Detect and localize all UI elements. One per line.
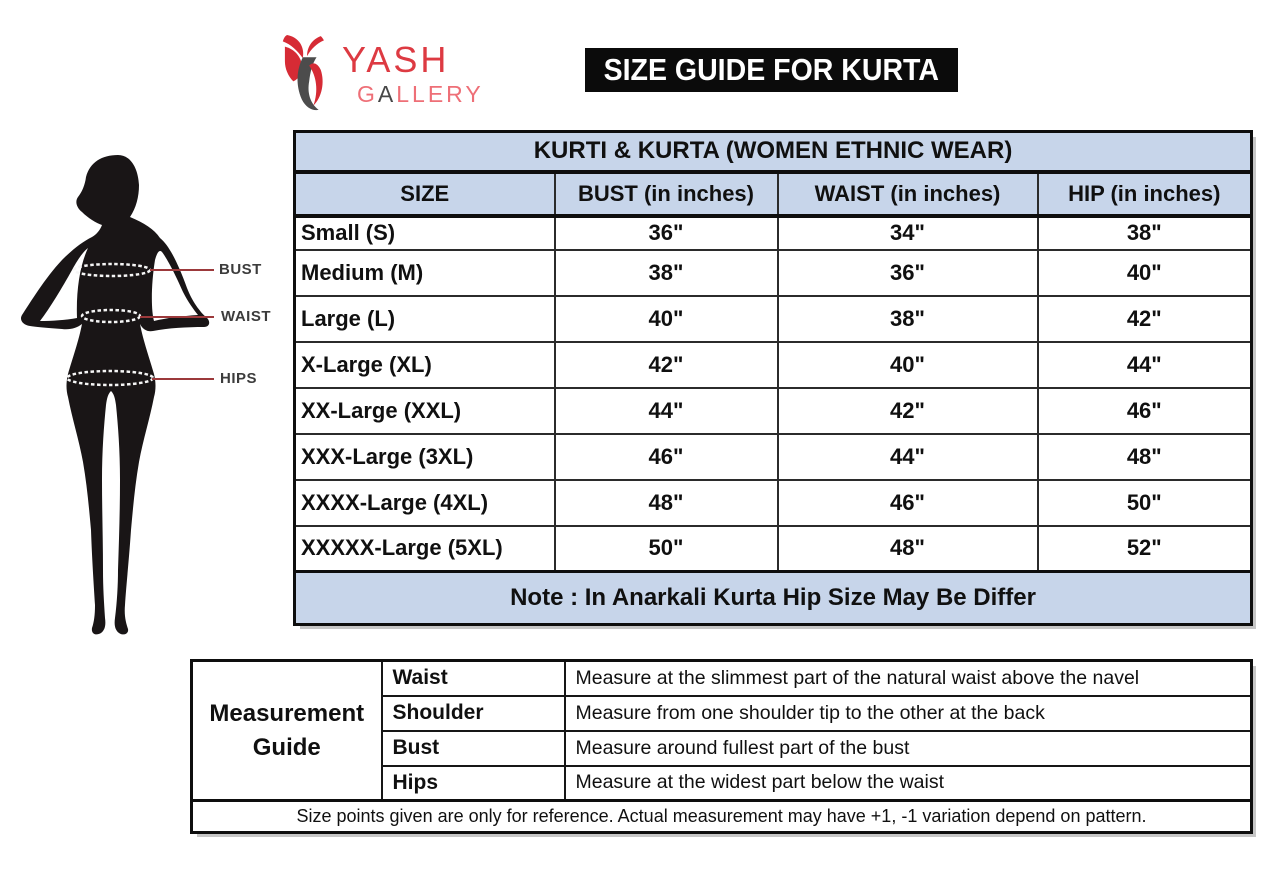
hip-cell: 42" <box>1038 296 1252 342</box>
guide-footnote: Size points given are only for reference. Actual measurement may have +1, -1 variation depend on pattern. <box>192 801 1252 833</box>
page-title: SIZE GUIDE FOR KURTA <box>603 52 940 87</box>
waist-cell: 44" <box>778 434 1038 480</box>
size-table-note-row <box>295 572 1252 625</box>
waist-pointer-line <box>140 316 214 318</box>
header-waist: WAIST (in inches) <box>778 172 1038 216</box>
guide-label: Waist <box>382 661 565 696</box>
hip-cell: 52" <box>1038 526 1252 572</box>
size-cell: XX-Large (XXL) <box>295 388 555 434</box>
bust-cell: 42" <box>555 342 778 388</box>
waist-label: WAIST <box>221 308 271 325</box>
guide-description: Measure at the slimmest part of the natural waist above the navel <box>565 661 1252 696</box>
brand-logo-icon <box>274 34 338 112</box>
size-row-small <box>295 216 1252 250</box>
brand-letter-g: G <box>357 81 378 107</box>
size-table-header-row <box>295 172 1252 216</box>
size-row-4xl <box>295 480 1252 526</box>
measurement-guide-table <box>190 659 1253 834</box>
guide-label: Bust <box>382 731 565 766</box>
size-chart-table <box>293 130 1253 626</box>
bust-cell: 44" <box>555 388 778 434</box>
size-cell: Large (L) <box>295 296 555 342</box>
waist-cell: 34" <box>778 216 1038 250</box>
bust-cell: 50" <box>555 526 778 572</box>
hips-pointer-line <box>152 378 214 380</box>
size-row-xl <box>295 342 1252 388</box>
size-table-note: Note : In Anarkali Kurta Hip Size May Be Differ <box>295 572 1252 625</box>
size-row-medium <box>295 250 1252 296</box>
size-row-3xl <box>295 434 1252 480</box>
waist-cell: 42" <box>778 388 1038 434</box>
woman-silhouette-figure <box>10 140 290 640</box>
size-row-xxl <box>295 388 1252 434</box>
hip-cell: 46" <box>1038 388 1252 434</box>
guide-description: Measure from one shoulder tip to the other at the back <box>565 696 1252 731</box>
measurement-guide-title: Measurement Guide <box>192 661 382 801</box>
bust-pointer-line <box>150 269 214 271</box>
size-table-title: KURTI & KURTA (WOMEN ETHNIC WEAR) <box>295 132 1252 172</box>
hips-label: HIPS <box>220 370 258 387</box>
waist-cell: 48" <box>778 526 1038 572</box>
size-cell: XXXXX-Large (5XL) <box>295 526 555 572</box>
brand-name-line1: YASH <box>342 39 450 80</box>
hip-cell: 40" <box>1038 250 1252 296</box>
size-table-title-row <box>295 132 1252 172</box>
size-row-5xl <box>295 526 1252 572</box>
waist-cell: 46" <box>778 480 1038 526</box>
guide-description: Measure at the widest part below the waist <box>565 766 1252 801</box>
size-cell: X-Large (XL) <box>295 342 555 388</box>
bust-cell: 48" <box>555 480 778 526</box>
brand-logo <box>274 34 484 112</box>
guide-footnote-row <box>192 801 1252 833</box>
header-bust: BUST (in inches) <box>555 172 778 216</box>
waist-cell: 38" <box>778 296 1038 342</box>
size-cell: XXX-Large (3XL) <box>295 434 555 480</box>
guide-row-waist <box>192 661 1252 696</box>
size-cell: Small (S) <box>295 216 555 250</box>
brand-name <box>342 39 484 107</box>
guide-label: Hips <box>382 766 565 801</box>
waist-cell: 36" <box>778 250 1038 296</box>
guide-description: Measure around fullest part of the bust <box>565 731 1252 766</box>
brand-name-line2 <box>357 83 484 106</box>
brand-letter-a: A <box>377 81 397 107</box>
bust-cell: 38" <box>555 250 778 296</box>
header-hip: HIP (in inches) <box>1038 172 1252 216</box>
hip-cell: 38" <box>1038 216 1252 250</box>
page-title-banner <box>585 48 958 92</box>
size-cell: XXXX-Large (4XL) <box>295 480 555 526</box>
hip-cell: 44" <box>1038 342 1252 388</box>
hip-cell: 48" <box>1038 434 1252 480</box>
hip-cell: 50" <box>1038 480 1252 526</box>
brand-letters-llery: LLERY <box>396 81 484 107</box>
size-row-large <box>295 296 1252 342</box>
size-cell: Medium (M) <box>295 250 555 296</box>
bust-cell: 36" <box>555 216 778 250</box>
bust-cell: 46" <box>555 434 778 480</box>
guide-label: Shoulder <box>382 696 565 731</box>
waist-cell: 40" <box>778 342 1038 388</box>
bust-cell: 40" <box>555 296 778 342</box>
header-size: SIZE <box>295 172 555 216</box>
bust-label: BUST <box>219 261 262 278</box>
